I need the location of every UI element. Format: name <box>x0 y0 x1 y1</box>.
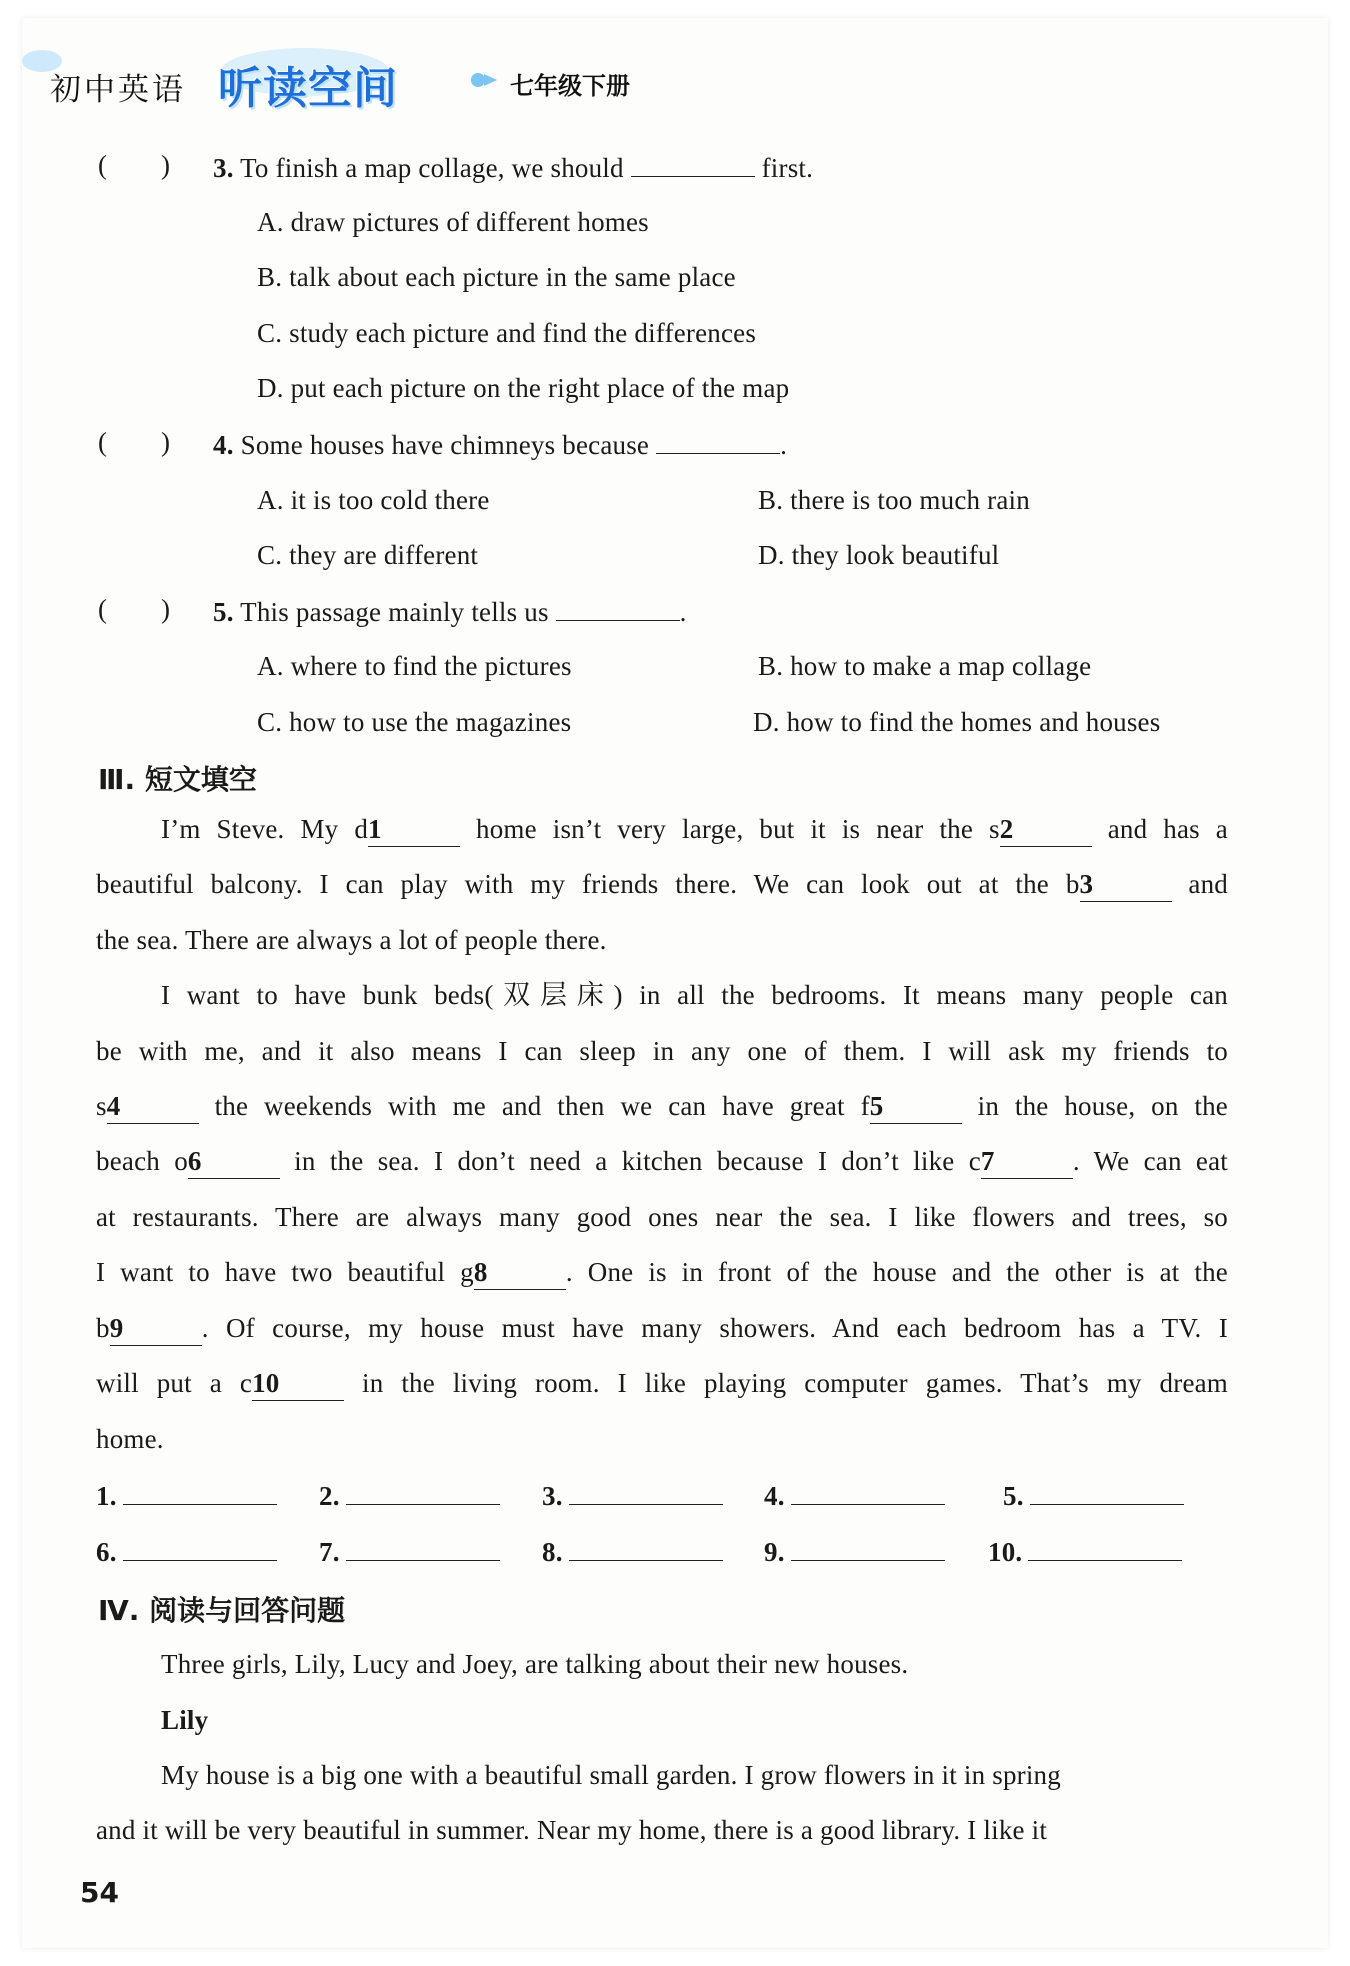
blank-number-5[interactable]: 5 <box>870 1089 962 1124</box>
page-header <box>30 42 930 122</box>
blank-number-9[interactable]: 9 <box>110 1311 202 1346</box>
answer-blank[interactable] <box>346 1478 500 1505</box>
answer-label: 10. <box>988 1537 1023 1567</box>
reading-intro: Three girls, Lily, Lucy and Joey, are talking about their new houses. <box>161 1649 909 1679</box>
option-a[interactable]: A. where to find the pictures <box>257 651 572 681</box>
passage-text: the sea. There are always a lot of people there. <box>96 925 607 955</box>
answer-parenthesis[interactable]: ( ) <box>98 150 170 180</box>
option-c[interactable]: C. study each picture and find the differences <box>257 318 757 348</box>
reading-paragraph-line: and it will be very beautiful in summer. Near my home, there is a good library. I like it <box>96 1815 1048 1845</box>
passage-line <box>96 1311 1228 1346</box>
answer-label: 8. <box>542 1537 563 1567</box>
answer-parenthesis[interactable]: ( ) <box>98 427 170 457</box>
passage-line <box>96 1422 164 1456</box>
passage-text: in the sea. I don’t need a kitchen because I don’t like c <box>279 1146 981 1176</box>
answer-blank[interactable] <box>569 1478 723 1505</box>
passage-text: at restaurants. There are always many good ones near the sea. I like flowers and trees, so <box>96 1202 1228 1232</box>
answer-label: 5. <box>1003 1481 1024 1511</box>
blank-number-8[interactable]: 8 <box>474 1255 566 1290</box>
blank-number-6[interactable]: 6 <box>188 1144 280 1179</box>
question-text-end: . <box>679 597 687 627</box>
passage-line <box>161 812 1228 847</box>
answer-blank[interactable] <box>791 1478 945 1505</box>
speaker-name: Lily <box>161 1705 209 1735</box>
passage-line <box>96 1034 1228 1068</box>
answer-label: 6. <box>96 1537 117 1567</box>
answer-label: 3. <box>542 1481 563 1511</box>
option-b[interactable]: B. how to make a map collage <box>758 651 1092 681</box>
reading-paragraph-line: My house is a big one with a beautiful small garden. I grow flowers in it in spring <box>161 1760 1061 1790</box>
answer-blank[interactable] <box>1030 1478 1184 1505</box>
answer-row-9 <box>764 1534 945 1569</box>
passage-text: the weekends with me and then we can have great f <box>198 1091 870 1121</box>
question-3-stem <box>213 150 813 185</box>
passage-text: . Of course, my house must have many showers. And each bedroom has a TV. I <box>201 1313 1228 1343</box>
question-5-stem <box>213 594 687 629</box>
answer-blank[interactable] <box>123 1534 277 1561</box>
answer-blank[interactable] <box>1028 1534 1182 1561</box>
answer-parenthesis[interactable]: ( ) <box>98 594 170 624</box>
passage-text: beach o <box>96 1146 188 1176</box>
blank-number-7[interactable]: 7 <box>981 1144 1073 1179</box>
answer-label: 4. <box>764 1481 785 1511</box>
option-d[interactable]: D. how to find the homes and houses <box>753 707 1161 737</box>
answer-blank[interactable] <box>556 594 680 621</box>
answer-blank[interactable] <box>791 1534 945 1561</box>
passage-line <box>96 923 607 957</box>
blank-number-3[interactable]: 3 <box>1080 867 1172 902</box>
option-b[interactable]: B. there is too much rain <box>758 485 1030 515</box>
answer-row-7 <box>319 1534 500 1569</box>
arrow-decoration-icon <box>470 72 498 88</box>
answer-row-3 <box>542 1478 723 1513</box>
passage-text: s <box>96 1091 107 1121</box>
passage-text: I want to have two beautiful g <box>96 1257 474 1287</box>
question-text-end: . <box>780 430 788 460</box>
passage-line <box>96 867 1228 902</box>
passage-text: in the house, on the <box>961 1091 1228 1121</box>
passage-line <box>96 1200 1228 1234</box>
passage-text: and <box>1171 869 1228 899</box>
passage-text: and has a <box>1091 814 1228 844</box>
answer-row-1 <box>96 1478 277 1513</box>
answer-blank[interactable] <box>346 1534 500 1561</box>
question-text: To finish a map collage, we should <box>240 153 624 183</box>
blank-number-1[interactable]: 1 <box>368 812 460 847</box>
passage-line <box>96 1144 1228 1179</box>
blank-number-2[interactable]: 2 <box>1000 812 1092 847</box>
question-text-end: first. <box>761 153 814 183</box>
option-c[interactable]: C. they are different <box>257 540 479 570</box>
answer-row-6 <box>96 1534 277 1569</box>
option-d[interactable]: D. put each picture on the right place of the map <box>257 373 790 403</box>
series-title: 听读空间 <box>218 63 398 114</box>
grade-label: 七年级下册 <box>510 72 630 100</box>
answer-label: 1. <box>96 1481 117 1511</box>
passage-text: . One is in front of the house and the other is at the <box>565 1257 1228 1287</box>
passage-text: beautiful balcony. I can play with my friends there. We can look out at the b <box>96 869 1080 899</box>
passage-text: I want to have bunk beds(双层床) in all the bedrooms. It means many people can <box>161 980 1228 1010</box>
book-title: 初中英语 <box>50 72 186 108</box>
passage-text: will put a c <box>96 1368 253 1398</box>
answer-row-10 <box>988 1534 1182 1569</box>
option-a[interactable]: A. it is too cold there <box>257 485 490 515</box>
section-4-title: Ⅳ. 阅读与回答问题 <box>98 1594 346 1627</box>
answer-row-8 <box>542 1534 723 1569</box>
answer-row-5 <box>1003 1478 1184 1513</box>
answer-label: 9. <box>764 1537 785 1567</box>
question-text: This passage mainly tells us <box>240 597 549 627</box>
section-3-title: Ⅲ. 短文填空 <box>98 763 257 796</box>
passage-text: home isn’t very large, but it is near the s <box>460 814 1000 844</box>
answer-label: 2. <box>319 1481 340 1511</box>
answer-blank[interactable] <box>631 150 755 177</box>
passage-text: . We can eat <box>1072 1146 1229 1176</box>
passage-line <box>96 1089 1228 1124</box>
question-text: Some houses have chimneys because <box>240 430 650 460</box>
option-c[interactable]: C. how to use the magazines <box>257 707 572 737</box>
answer-blank[interactable] <box>123 1478 277 1505</box>
passage-line <box>96 1255 1228 1290</box>
passage-text: I’m Steve. My d <box>161 814 369 844</box>
passage-text: be with me, and it also means I can sleep in any one of them. I will ask my friends to <box>96 1036 1228 1066</box>
blank-number-10[interactable]: 10 <box>252 1366 344 1401</box>
option-d[interactable]: D. they look beautiful <box>758 540 1000 570</box>
passage-text: b <box>96 1313 110 1343</box>
question-number: 4. <box>213 430 234 460</box>
option-b[interactable]: B. talk about each picture in the same place <box>257 262 736 292</box>
answer-blank[interactable] <box>656 427 780 454</box>
passage-line <box>161 978 1228 1012</box>
question-4-stem <box>213 427 787 462</box>
option-a[interactable]: A. draw pictures of different homes <box>257 207 649 237</box>
blank-number-4[interactable]: 4 <box>107 1089 199 1124</box>
passage-line <box>96 1366 1228 1401</box>
answer-label: 7. <box>319 1537 340 1567</box>
passage-text: in the living room. I like playing computer games. That’s my dream <box>344 1368 1229 1398</box>
answer-row-4 <box>764 1478 945 1513</box>
passage-text: home. <box>96 1424 164 1454</box>
question-number: 3. <box>213 153 234 183</box>
answer-row-2 <box>319 1478 500 1513</box>
page-number: 54 <box>80 1876 119 1909</box>
question-number: 5. <box>213 597 234 627</box>
answer-blank[interactable] <box>569 1534 723 1561</box>
